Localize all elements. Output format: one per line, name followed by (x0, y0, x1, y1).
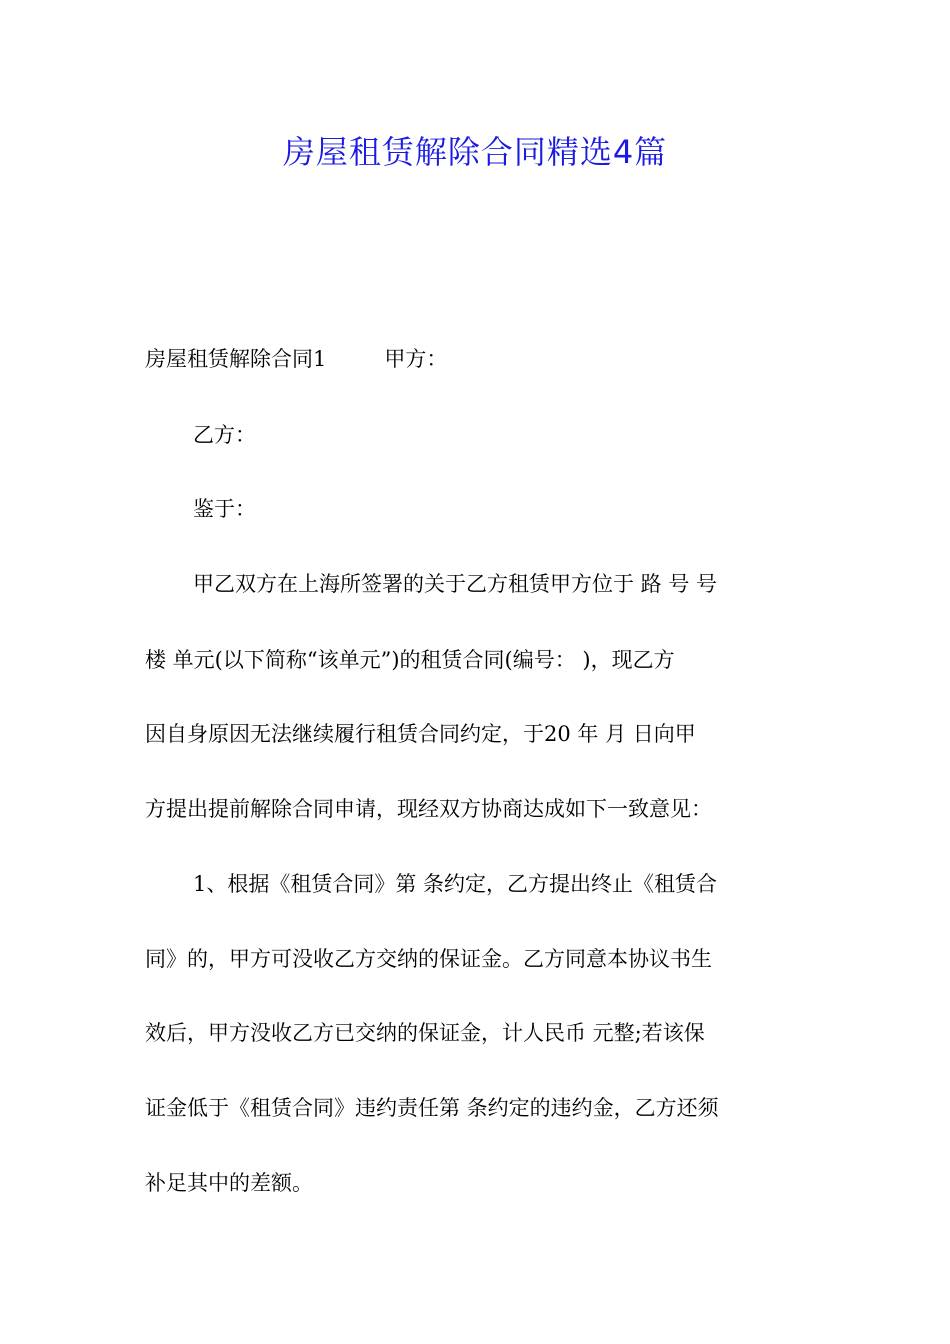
paragraph-2-line-5: 补足其中的差额。 (145, 1171, 313, 1195)
document-title: 房屋租赁解除合同精选4篇 (282, 133, 668, 171)
paragraph-2-line-3: 效后，甲方没收乙方已交纳的保证金，计人民币 元整;若该保 (145, 1021, 705, 1045)
party-b-label: 乙方： (193, 423, 256, 447)
paragraph-1-line-1: 甲乙双方在上海所签署的关于乙方租赁甲方位于 路 号 号 (193, 572, 718, 596)
contract-heading: 房屋租赁解除合同1 (145, 347, 327, 371)
paragraph-1-line-3: 因自身原因无法继续履行租赁合同约定，于20 年 月 日向甲 (145, 722, 696, 746)
paragraph-1-line-2: 楼 单元(以下简称“该单元”)的租赁合同(编号： )，现乙方 (145, 648, 675, 672)
party-a-label: 甲方： (384, 347, 448, 371)
paragraph-1-line-4: 方提出提前解除合同申请，现经双方协商达成如下一致意见： (145, 797, 712, 821)
whereas-label: 鉴于： (193, 497, 256, 521)
paragraph-2-line-2: 同》的，甲方可没收乙方交纳的保证金。乙方同意本协议书生 (145, 947, 712, 971)
contract-heading-line (145, 344, 810, 374)
paragraph-2-line-4: 证金低于《租赁合同》违约责任第 条约定的违约金，乙方还须 (145, 1096, 719, 1120)
paragraph-2-line-1: 1、根据《租赁合同》第 条约定，乙方提出终止《租赁合 (193, 872, 718, 896)
